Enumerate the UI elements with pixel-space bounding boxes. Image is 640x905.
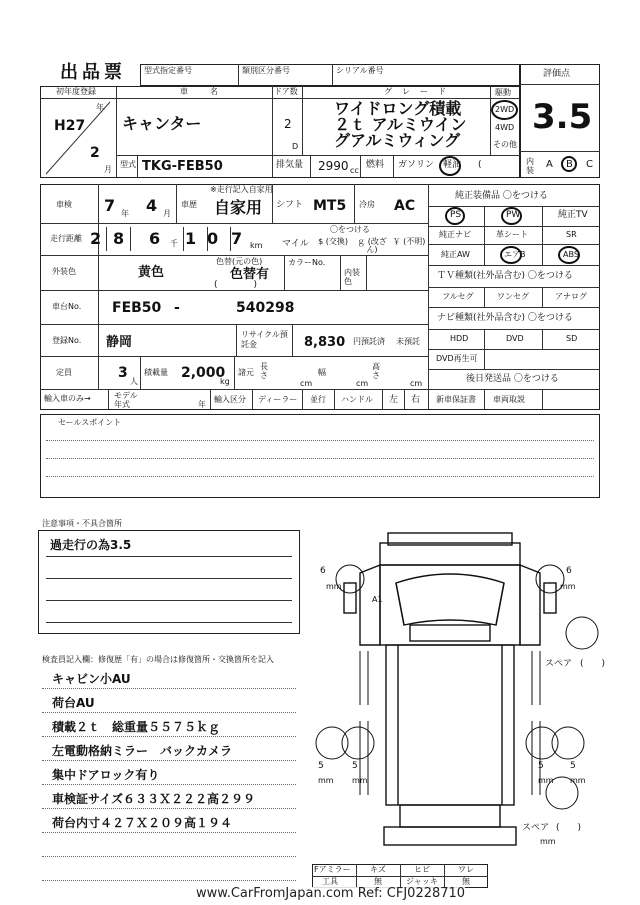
mileage-sen: 千 xyxy=(170,239,178,248)
mileage-opt-replaced: $ (交換) xyxy=(318,237,348,246)
mileage-opt-altered: ｇ (改ざん) xyxy=(357,237,387,254)
serial-label: シリアル番号 xyxy=(336,66,384,75)
mileage-km: km xyxy=(250,241,263,250)
fuel-selected-circle xyxy=(439,156,461,176)
cm-unit: cm xyxy=(356,379,369,388)
model-year-label: モデル年式 xyxy=(114,391,138,409)
mileage-digits xyxy=(86,228,262,250)
fuel-gasoline: ガソリン xyxy=(398,160,435,170)
spare-paren: ( ) xyxy=(580,659,606,669)
inspection-label: 車検 xyxy=(56,200,72,209)
import-label: 輸入車のみ→ xyxy=(44,394,91,403)
inspection-year-unit: 年 xyxy=(121,209,129,218)
cm-unit: cm xyxy=(300,379,313,388)
equip-abs-circle xyxy=(558,246,580,264)
interior-grade-a: A xyxy=(546,159,553,170)
chassis-dash: - xyxy=(174,300,180,316)
equip-airbag-circle xyxy=(500,246,522,264)
inspection-year: 7 xyxy=(104,196,116,215)
tread-rear-left-outer: 5 xyxy=(318,761,324,771)
cm-unit: cm xyxy=(410,379,423,388)
equip-airbag: エアB xyxy=(504,250,526,259)
grade-value: ワイドロング積載２ｔ アルミウイングアルミウィング xyxy=(334,99,467,150)
inspector-line: 左電動格納ミラー バックカメラ xyxy=(52,744,233,758)
mileage-digit: 2 xyxy=(90,229,102,248)
legend-jack-value: 無 xyxy=(462,877,470,886)
damage-code-a1: A1 xyxy=(372,595,383,604)
dvd-playback: DVD再生可 xyxy=(436,354,478,363)
inspector-line: 集中ドアロック有り xyxy=(52,768,160,782)
model-designation-label: 型式指定番号 xyxy=(144,66,192,75)
recycle-value: 8,830 xyxy=(304,335,346,350)
chassis-label: 車台No. xyxy=(52,302,82,311)
mileage-digit: 7 xyxy=(231,229,243,248)
spare-paren-rear: ( ) xyxy=(556,823,582,833)
color-no-label: カラーNo. xyxy=(288,258,326,267)
color-value: 黄色 xyxy=(138,265,165,280)
navi-dvd: DVD xyxy=(506,334,524,343)
sales-points-label: セールスポイント xyxy=(58,418,122,427)
mileage-digit: 6 xyxy=(149,229,161,248)
ac-value: AC xyxy=(394,198,416,214)
truck-diagram xyxy=(300,525,600,855)
tread-unit: mm xyxy=(560,582,576,591)
mileage-digit: 0 xyxy=(207,229,219,248)
category-label: 類別区分番号 xyxy=(242,66,290,75)
legend-scratch: キズ xyxy=(370,865,386,874)
notes-label: 注意事項・不具合箇所 xyxy=(42,519,122,528)
recycle-status: 円預託済 xyxy=(353,337,385,346)
inspector-line: 車検証サイズ６３３Ｘ２２２高２９９ xyxy=(52,792,256,806)
drive-selected-circle xyxy=(491,100,518,120)
equip-navi: 純正ナビ xyxy=(439,230,471,239)
repaint-label: 色替(元の色) xyxy=(216,257,263,266)
equip-aw: 純正AW xyxy=(441,250,470,259)
interior-label: 内装 xyxy=(526,157,534,175)
extra-title: 後日発送品 〇をつける xyxy=(466,374,559,384)
equip-ps: PS xyxy=(450,210,462,220)
tread-unit: mm xyxy=(570,776,586,785)
inspector-line: 荷台内寸４２７Ｘ２０９高１９４ xyxy=(52,816,233,830)
handle-label: ハンドル xyxy=(341,395,373,404)
chassis-prefix: FEB50 xyxy=(112,300,162,316)
legend-crack: ヒビ xyxy=(414,865,430,874)
equip-ps-circle xyxy=(445,207,465,225)
length-label: 長さ xyxy=(260,362,268,380)
year-unit: 年 xyxy=(96,103,104,112)
load-value: 2,000 xyxy=(181,365,226,381)
equip-pw: PW xyxy=(506,210,521,220)
import-parallel: 並行 xyxy=(310,395,326,404)
tread-front-left: 6 xyxy=(320,566,326,576)
handle-right: 右 xyxy=(411,395,421,405)
ac-label: 冷房 xyxy=(359,200,375,209)
equip-abs: ABS xyxy=(563,250,579,259)
import-type-label: 輸入区分 xyxy=(214,395,246,404)
inspector-line: 積載２ｔ 総重量５５７５ｋｇ xyxy=(52,720,221,734)
inspection-month-unit: 月 xyxy=(163,209,171,218)
spare-label: スペア xyxy=(545,659,573,669)
legend-tools-value: 無 xyxy=(374,877,382,886)
color-label: 外装色 xyxy=(52,267,76,276)
navi-title: ナビ種類(社外品含む) 〇をつける xyxy=(437,313,573,323)
equip-leather: 革シート xyxy=(496,230,528,239)
legend-mirror: Fアミラー xyxy=(314,865,351,874)
tread-front-right: 6 xyxy=(566,566,572,576)
legend-break: ワレ xyxy=(458,865,474,874)
fuel-label: 燃料 xyxy=(366,160,385,170)
doors-label: ドア数 xyxy=(274,87,298,96)
evaluation-score: 3.5 xyxy=(532,97,593,137)
equip-sr: SR xyxy=(566,230,577,239)
type-label: 型式 xyxy=(120,160,136,169)
watermark: www.CarFromJapan.com Ref: CFJ0228710 xyxy=(196,886,466,901)
dims-label: 諸元 xyxy=(238,368,254,377)
tread-unit: mm xyxy=(540,837,556,846)
car-name: キャンター xyxy=(122,114,202,133)
load-label: 積載量 xyxy=(144,368,168,377)
displacement-label: 排気量 xyxy=(276,160,304,170)
repaint-paren: ( ) xyxy=(214,280,258,290)
inspector-line: キャビン小AU xyxy=(52,672,131,686)
inspector-label: 検査員記入欄：修復歴「有」の場合は修復箇所・交換箇所を記入 xyxy=(42,655,274,664)
tread-unit: mm xyxy=(326,582,342,591)
sales-points-box xyxy=(40,414,600,498)
chassis-number: 540298 xyxy=(236,300,295,316)
grade-label: グレード xyxy=(384,87,456,96)
spare-label-rear: スペア xyxy=(522,823,550,833)
history-value: 自家用 xyxy=(214,198,263,217)
tread-unit: mm xyxy=(538,776,554,785)
page-title: 出品票 xyxy=(60,62,126,83)
tread-rear-right-outer: 5 xyxy=(570,761,576,771)
tv-title: ＴＶ種類(社外品含む) 〇をつける xyxy=(437,271,573,281)
width-label: 幅 xyxy=(318,368,326,377)
repaint-value: 色替有 xyxy=(230,267,270,282)
drive-4wd: 4WD xyxy=(495,123,515,132)
drive-other: その他 xyxy=(493,140,517,149)
id-fields-box xyxy=(140,64,520,86)
history-label: 車歴 xyxy=(181,200,197,209)
handle-left: 左 xyxy=(389,395,399,405)
equip-pw-circle xyxy=(501,207,522,225)
tread-unit: mm xyxy=(318,776,334,785)
plate-value: 静岡 xyxy=(106,335,133,350)
mileage-label: 走行距離 xyxy=(50,234,82,243)
recycle-label: リサイクル預託金 xyxy=(241,330,288,349)
mileage-check-label: 〇をつける xyxy=(330,225,370,234)
plate-label: 登録No. xyxy=(52,336,82,345)
interior-grade-b: B xyxy=(566,159,573,170)
evaluation-label: 評価点 xyxy=(543,69,571,79)
person-unit: 人 xyxy=(130,377,138,386)
tv-analog: アナログ xyxy=(555,292,587,301)
cc-unit: cc xyxy=(350,166,359,175)
month-unit: 月 xyxy=(104,165,112,174)
mileage-digit: 1 xyxy=(185,229,197,248)
car-name-label: 車名 xyxy=(180,87,240,96)
tv-fullseg: フルセグ xyxy=(442,292,474,301)
doors-value: 2 xyxy=(284,117,292,131)
inspection-month: 4 xyxy=(146,196,158,215)
shift-value: MT5 xyxy=(313,198,347,214)
tread-rear-right-inner: 5 xyxy=(538,761,544,771)
model-year-unit: 年 xyxy=(198,400,206,409)
first-reg-month: 2 xyxy=(90,145,100,161)
door-suffix: D xyxy=(292,142,299,151)
recycle-unpaid: 未預託 xyxy=(396,337,420,346)
drive-2wd: 2WD xyxy=(495,105,515,114)
equip-tv: 純正TV xyxy=(558,210,588,220)
notes-line-1: 過走行の為3.5 xyxy=(50,538,132,552)
history-note: ※走行記入自家用 xyxy=(210,185,273,194)
legend-jack: ジャッキ xyxy=(406,877,438,886)
tv-oneseg: ワンセグ xyxy=(497,292,529,301)
extra-warranty: 新車保証書 xyxy=(436,395,476,404)
capacity-label: 定員 xyxy=(56,368,72,377)
interior-grade-c: C xyxy=(586,159,593,170)
shift-label: シフト xyxy=(276,200,304,210)
first-reg-label: 初年度登録 xyxy=(56,87,96,96)
mile-label: マイル xyxy=(282,239,309,249)
kg-unit: kg xyxy=(220,377,230,386)
inspector-line: 荷台AU xyxy=(52,696,95,710)
interior-selected-circle xyxy=(561,156,577,172)
interior-color-label: 内装色 xyxy=(344,268,360,286)
navi-sd: SD xyxy=(566,334,578,343)
import-dealer: ディーラー xyxy=(258,395,298,404)
tread-rear-left-inner: 5 xyxy=(352,761,358,771)
legend-tools: 工具 xyxy=(322,877,338,886)
mileage-digit: 8 xyxy=(113,229,125,248)
first-reg-era: H27 xyxy=(54,118,86,134)
tread-unit: mm xyxy=(352,776,368,785)
fuel-other: ( xyxy=(478,160,482,170)
drive-label: 駆動 xyxy=(495,88,511,97)
height-label: 高さ xyxy=(372,362,380,380)
equipment-title: 純正装備品 〇をつける xyxy=(455,191,548,201)
navi-hdd: HDD xyxy=(450,334,469,343)
displacement-value: 2990 xyxy=(318,159,349,173)
mileage-opt-unknown: ￥ (不明) xyxy=(392,237,426,246)
fuel-diesel: 軽油 xyxy=(443,160,462,170)
extra-manual: 車両取説 xyxy=(493,395,525,404)
capacity-persons: 3 xyxy=(118,365,128,381)
type-value: TKG-FEB50 xyxy=(142,159,223,174)
